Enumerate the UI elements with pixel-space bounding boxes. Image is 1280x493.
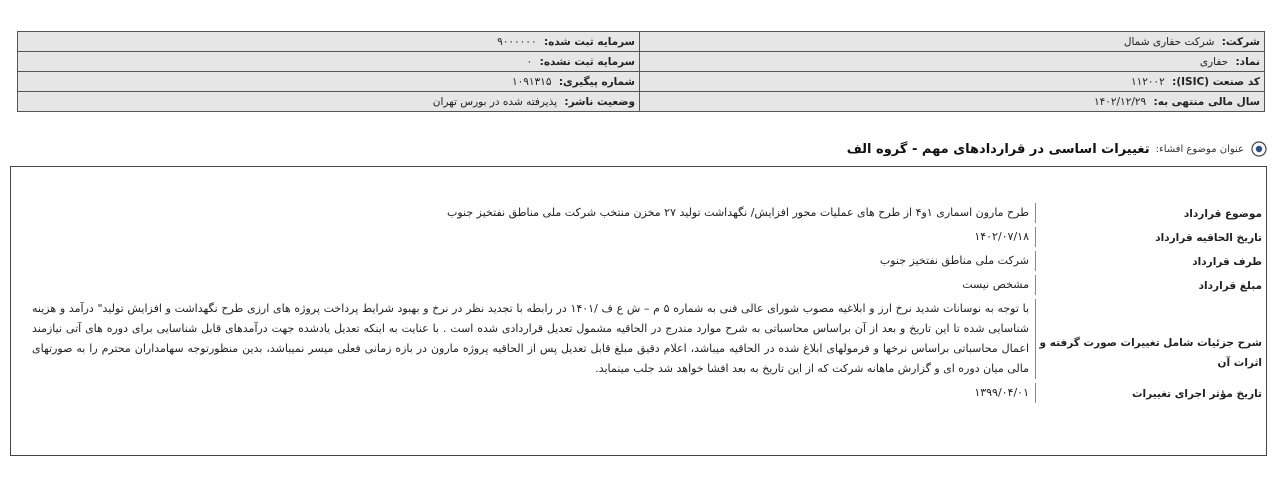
details-rows <box>32 203 1262 407</box>
effective-date-value: ۱۳۹۹/۰۴/۰۱ <box>968 383 1036 403</box>
fiscal-value: ۱۴۰۲/۱۲/۲۹ <box>1093 95 1147 108</box>
company-name-value: شرکت حفاری شمال <box>1123 35 1215 48</box>
symbol-label: نماد: <box>1235 55 1260 68</box>
registered-capital-value: ۹۰۰۰۰۰۰ <box>497 35 537 48</box>
fiscal-cell <box>640 92 1265 112</box>
unregistered-capital-cell <box>18 52 640 72</box>
symbol-cell <box>640 52 1265 72</box>
tracking-cell <box>18 72 640 92</box>
registered-capital-cell <box>18 32 640 52</box>
company-info-table <box>17 31 1265 112</box>
detail-row-changes <box>32 299 1262 379</box>
publisher-status-cell <box>18 92 640 112</box>
tracking-label: شماره پیگیری: <box>558 75 635 88</box>
info-row <box>18 92 1265 112</box>
subject-title: تغییرات اساسی در قراردادهای مهم - گروه الف <box>846 141 1150 157</box>
info-row <box>18 72 1265 92</box>
registered-capital-label: سرمایه ثبت شده: <box>543 35 635 48</box>
amount-label: مبلغ قرارداد <box>1198 280 1262 292</box>
publisher-status-value: پذیرفته شده در بورس تهران <box>432 95 558 108</box>
party-value: شرکت ملی مناطق نفتخیز جنوب <box>880 251 1036 271</box>
isic-value: ۱۱۲۰۰۲ <box>1130 75 1165 88</box>
changes-label: شرح جزئیات شامل تغییرات صورت گرفته و اثرات آن <box>1039 337 1262 369</box>
disclosure-subject <box>847 139 1268 159</box>
contract-subject-label: موضوع قرارداد <box>1183 208 1262 220</box>
fiscal-label: سال مالی منتهی به: <box>1153 95 1260 108</box>
target-icon <box>1250 140 1268 158</box>
company-name-label: شرکت: <box>1221 35 1260 48</box>
contract-subject-value: طرح مارون اسماری ۱و۴ از طرح های عملیات محور افزایش/ نگهداشت تولید ۲۷ مخزن منتخب شرکت ملی مناطق نفتخیز جنوب <box>32 203 1036 223</box>
isic-cell <box>640 72 1265 92</box>
subject-prefix: عنوان موضوع افشاء: <box>1155 143 1244 155</box>
detail-row-party <box>32 251 1262 271</box>
info-row <box>18 32 1265 52</box>
addendum-date-value: ۱۴۰۲/۰۷/۱۸ <box>968 227 1036 247</box>
contract-details-box <box>10 166 1267 456</box>
unregistered-capital-label: سرمایه ثبت نشده: <box>539 55 635 68</box>
changes-value: با توجه به نوسانات شدید نرخ ارز و ابلاغیه مصوب شورای عالی فنی به شماره ۵ م – ش ع ف /۱۴۰۱ در رابطه با تجدید نظر در نرخ و بهبود شرایط پرداخت پروژه های ارزی طرح نگهداشت و افزایش تولید" درآمد و هزینه شناسایی شده تا این تاریخ و بعد از آن براساس محاسباتی به شرح موارد مندرج در الحاقیه مشمول تعدیل قراردادی شده است . با عنایت به اینکه تعدیل یادشده جهت درآمدهای قابل شناسایی برای دوره های آتی نیازمند اعمال محاسباتی براساس نرخها و فرمولهای ابلاغ شده در الحاقیه میباشد، اعلام دقیق مبلغ قابل تعدیل پس از الحاقیه پروژه مارون در بازه زمانی فعلی میسر نمیباشد، بدین منظورتوجه سهامداران محترم را به صورتهای مالی میان دوره ای و گزارش ماهانه شرکت که از این تاریخ به بعد افشا خواهد شد جلب مینماید. <box>32 299 1036 379</box>
isic-label: کد صنعت (ISIC): <box>1172 75 1260 88</box>
tracking-value: ۱۰۹۱۳۱۵ <box>511 75 552 88</box>
detail-row-addendum-date <box>32 227 1262 247</box>
info-row <box>18 52 1265 72</box>
detail-row-amount <box>32 275 1262 295</box>
symbol-value: حفاری <box>1199 55 1229 68</box>
company-name-cell <box>640 32 1265 52</box>
detail-row-effective-date <box>32 383 1262 403</box>
addendum-date-label: تاریخ الحاقیه قرارداد <box>1155 232 1262 244</box>
amount-value: مشخص نیست <box>956 275 1036 295</box>
unregistered-capital-value: ۰ <box>526 55 533 68</box>
party-label: طرف قرارداد <box>1192 256 1262 268</box>
effective-date-label: تاریخ مؤثر اجرای تغییرات <box>1131 388 1262 400</box>
publisher-status-label: وضعیت ناشر: <box>564 95 635 108</box>
detail-row-contract-subject <box>32 203 1262 223</box>
